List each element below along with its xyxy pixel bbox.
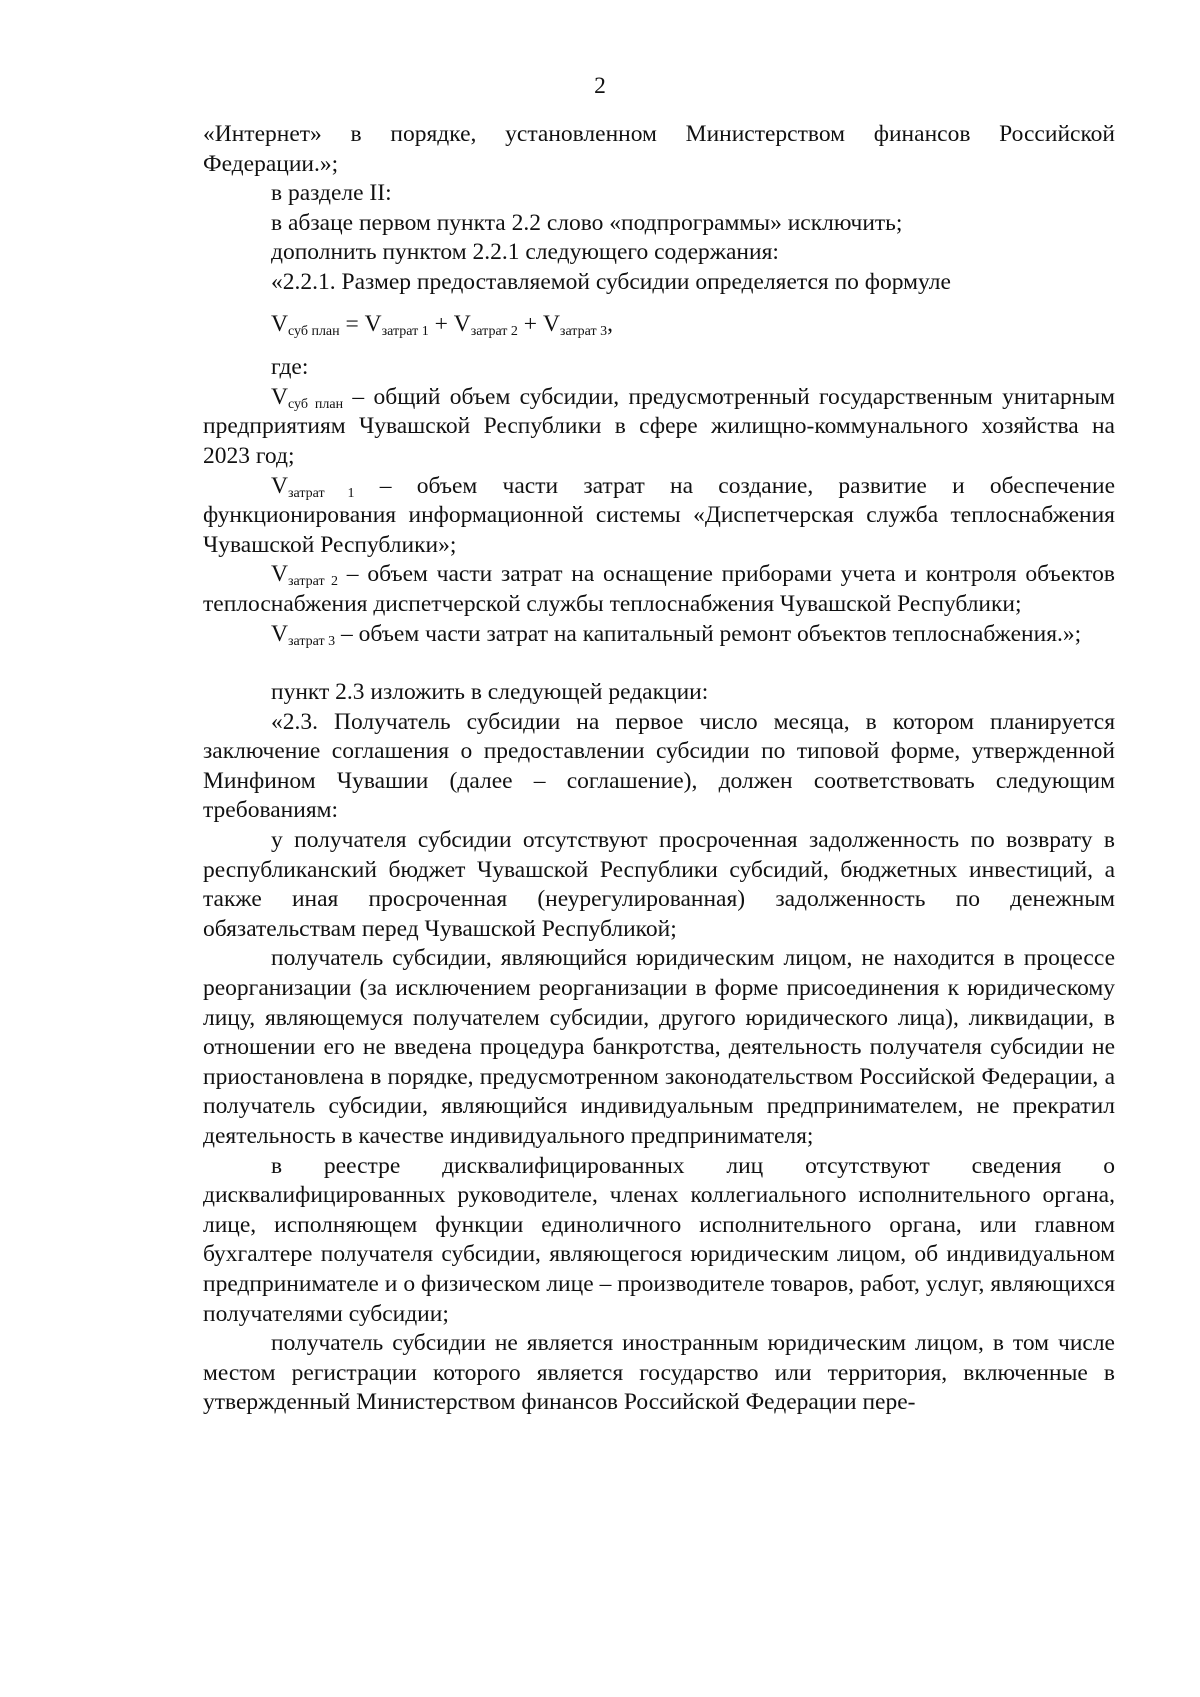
paragraph-no-reorganization: получатель субсидии, являющийся юридическим лицом, не находится в процессе реорганизации (за исключением реорганизации в форме присоединения к юридическому лицу, являющемуся получателем субсидии, другого юридического лица), ликвидации, в отношении его не введена процедура банкротства, деятельность получателя субсидии не приостановлена в порядке, предусмотренном законодательством Российской Федерации, а получатель субсидии, являющийся индивидуальным предпринимателем, не прекратил деятельность в качестве индивидуального предпринимателя; — [203, 945, 1115, 1149]
paragraph-clause-2-3-intro: пункт 2.3 изложить в следующей редакции: — [271, 679, 709, 706]
definition-v-cost-1: $V_{затрат 1}$ – объем части затрат на создание, развитие и обеспечение функционирования информационной системы «Диспетчерская служба теплоснабжения Чувашской Республики»; — [203, 472, 1115, 558]
page-number: 2 — [594, 73, 606, 99]
paragraph-section-ii: в разделе II: — [271, 180, 392, 207]
definition-v-sub-plan: $V_{суб план}$ – общий объем субсидии, предусмотренный государственным унитарным предприятиям Чувашской Республики в сфере жилищно-коммунального хозяйства на 2023 год; — [203, 383, 1115, 469]
paragraph-where: где: — [271, 354, 309, 381]
definition-v-cost-3: $V_{затрат 3}$ – объем части затрат на капитальный ремонт объектов теплоснабжения.»; — [271, 620, 1082, 649]
definition-v-cost-2: $V_{затрат 2}$ – объем части затрат на оснащение приборами учета и контроля объектов теплоснабжения диспетчерской службы теплоснабжения Чувашской Республики; — [203, 561, 1116, 617]
paragraph-clause-2-3: «2.3. Получатель субсидии на первое число месяца, в котором планируется заключение соглашения о предоставлении субсидии по типовой форме, утвержденной Минфином Чувашии (далее – соглашение), должен соответствовать следующим требованиям: — [203, 708, 1115, 824]
paragraph-not-foreign-entity: получатель субсидии не является иностранным юридическим лицом, в том числе местом регистрации которого является государство или территория, включенные в утвержденный Министерством финансов Российской Федерации пере- — [203, 1330, 1115, 1416]
paragraph-clause-2-2: в абзаце первом пункта 2.2 слово «подпрограммы» исключить; — [271, 209, 903, 236]
paragraph-clause-2-2-1: «2.2.1. Размер предоставляемой субсидии определяется по формуле — [271, 268, 951, 295]
paragraph-add-clause: дополнить пунктом 2.2.1 следующего содержания: — [271, 239, 779, 266]
paragraph-internet-order: «Интернет» в порядке, установленном Министерством финансов Российской Федерации.»; — [203, 121, 1115, 177]
subsidy-formula: $V_{суб план} = V_{затрат 1} + V_{затрат 2} + V_{затрат 3}$, — [271, 310, 613, 339]
paragraph-disqualified-registry: в реестре дисквалифицированных лиц отсутствуют сведения о дисквалифицированных руководителе, членах коллегиального исполнительного органа, лице, исполняющем функции единоличного исполнительного органа, или главном бухгалтере получателя субсидии, являющегося юридическим лицом, об индивидуальном предпринимателе и о физическом лице – производителе товаров, работ, услуг, являющихся получателями субсидии; — [203, 1152, 1115, 1327]
paragraph-no-overdue-debt: у получателя субсидии отсутствуют просроченная задолженность по возврату в республиканский бюджет Чувашской Республики субсидий, бюджетных инвестиций, а также иная просроченная (неурегулированная) задолженность по денежным обязательствам перед Чувашской Республикой; — [203, 827, 1115, 942]
document-body — [203, 120, 1115, 1418]
